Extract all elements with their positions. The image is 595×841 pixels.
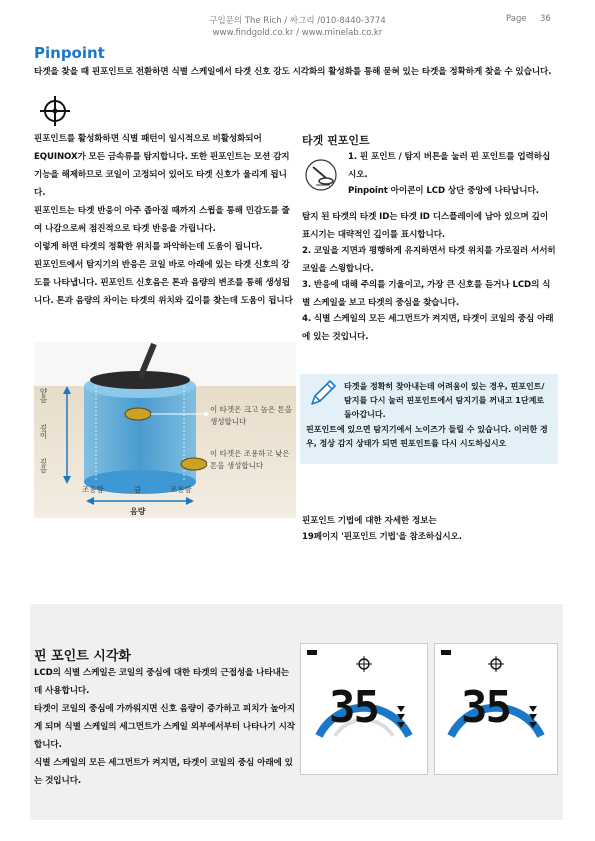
- lcd-display-1: [300, 643, 428, 775]
- step-1: 1. 핀 포인트 / 탐지 버튼을 눌러 핀 포인트를 업력하십시오.: [348, 152, 551, 180]
- header-contact: 구입문의 The Rich / 싸그리 /010-8440-3774: [209, 16, 386, 26]
- crosshair-icon: [38, 94, 72, 128]
- lcd-value-2: 35: [461, 682, 510, 733]
- page-number: 36: [540, 14, 551, 24]
- left-paragraph: 핀포인트는 타겟 반응이 아주 좁아질 때까지 스윕을 통해 민감도를 줄여 나감으로써 점진적으로 타겟 반응을 가립니다.: [34, 206, 290, 234]
- visualization-paragraph: 타겟이 코일의 중심에 가까워지면 신호 음량이 증가하고 피치가 높아지게 되며 식별 스케일의 세그먼트가 스케일 외부에서부터 나타나기 시작합니다.: [34, 704, 295, 750]
- target-large-label: 이 타겟은 크고 높은 톤을 생성합니다: [210, 405, 292, 426]
- volume-axis-label: 음량: [130, 507, 146, 516]
- visualization-text: [34, 664, 296, 790]
- left-paragraph: 핀포인트에서 탐지기의 반응은 코일 바로 아래에 있는 타겟 신호의 강도를 나타냅니다. 핀포인트 신호음은 톤과 음량의 변조를 통해 생성됩니다. 톤과 음량의 차이는 타겟의 위치와 깊이를 찾는데 도움이 됩니다: [34, 260, 293, 306]
- tone-loud: 큼: [134, 485, 142, 494]
- left-column: [34, 130, 294, 310]
- pinpoint-diagram: [34, 342, 296, 518]
- tip-line-1: 타겟을 정확히 찾아내는데 어려움이 있는 경우, 핀포인트/탐지를 다시 눌러 핀포인트에서 탐지기를 꺼내고 1단계로 돌아갑니다.: [344, 382, 545, 419]
- lcd-value-1: 35: [329, 682, 378, 733]
- target-heading: 타겟 핀포인트: [302, 134, 370, 147]
- step-4: 4. 식별 스케일의 모든 세그먼트가 켜지면, 타겟이 코일의 중심 아래에 있는 것입니다.: [302, 314, 554, 342]
- depth-deep-label: 깊음: [39, 458, 48, 473]
- pinpoint-button-icon: [304, 158, 338, 192]
- visualization-paragraph: LCD의 식별 스케일은 코일의 중심에 대한 타겟의 근접성을 나타내는 데 사용합니다.: [34, 668, 289, 696]
- visualization-paragraph: 식별 스케일의 모든 세그먼트가 켜지면, 타겟이 코일의 중심 아래에 있는 것입니다.: [34, 758, 293, 786]
- tone-quiet-left: 조용함: [82, 485, 104, 494]
- lcd-display-2: [434, 643, 558, 775]
- target-info: 탐지 된 타겟의 타겟 ID는 타겟 ID 디스플레이에 남아 있으며 깊이 표시기는 대략적인 깊이를 표시합니다.: [302, 212, 549, 240]
- target-small-label: 이 타겟은 조용하고 낮은 톤을 생성합니다: [210, 449, 290, 470]
- pencil-icon: [306, 378, 338, 410]
- page-label: Page: [506, 14, 527, 24]
- step-3: 3. 반응에 대해 주의를 기울이고, 가장 큰 신호를 듣거나 LCD의 식별 스케일을 보고 타겟의 중심을 찾습니다.: [302, 280, 551, 308]
- header-sites: www.findgold.co.kr / www.minelab.co.kr: [212, 28, 383, 38]
- page-title: Pinpoint: [34, 44, 105, 62]
- visualization-heading: 핀 포인트 시각화: [34, 649, 131, 664]
- reference-line-2: 19페이지 '핀포인트 기법'을 참조하십시오.: [302, 532, 462, 542]
- depth-shallow-label: 얕음: [39, 388, 48, 403]
- left-paragraph: 이렇게 하면 타겟의 정확한 위치를 파악하는데 도움이 됩니다.: [34, 242, 263, 252]
- step-2: 2. 코일을 지면과 평행하게 유지하면서 타겟 위치를 가로질러 서서히 코일을 스윙합니다.: [302, 246, 556, 274]
- step-1b: Pinpoint 아이콘이 LCD 상단 중앙에 나타납니다.: [348, 186, 539, 196]
- reference-line-1: 핀포인트 기법에 대한 자세한 정보는: [302, 516, 437, 526]
- intro-text: 타겟을 찾을 때 핀포인트로 전환하면 식별 스케일에서 타겟 신호 강도 시각화의 활성화를 통해 묻혀 있는 타겟을 정확하게 찾을 수 있습니다.: [34, 67, 552, 77]
- tip-line-2: 핀포인트에 있으면 탐지기에서 노이즈가 들릴 수 있습니다. 이러한 경우, 정상 감지 상태가 되면 핀포인트를 다시 시도하십시오: [306, 425, 548, 448]
- depth-label: 깊이: [39, 424, 48, 439]
- left-paragraph: 핀포인트를 활성화하면 식별 패턴이 일시적으로 비활성화되어 EQUINOX가 모든 금속류를 탐지합니다. 또한 핀포인트는 모션 감지 기능을 해제하므로 코일이 고정되어 있어도 타겟 신호가 울리게 됩니다.: [34, 134, 290, 198]
- tone-quiet-right: 조용함: [170, 485, 192, 494]
